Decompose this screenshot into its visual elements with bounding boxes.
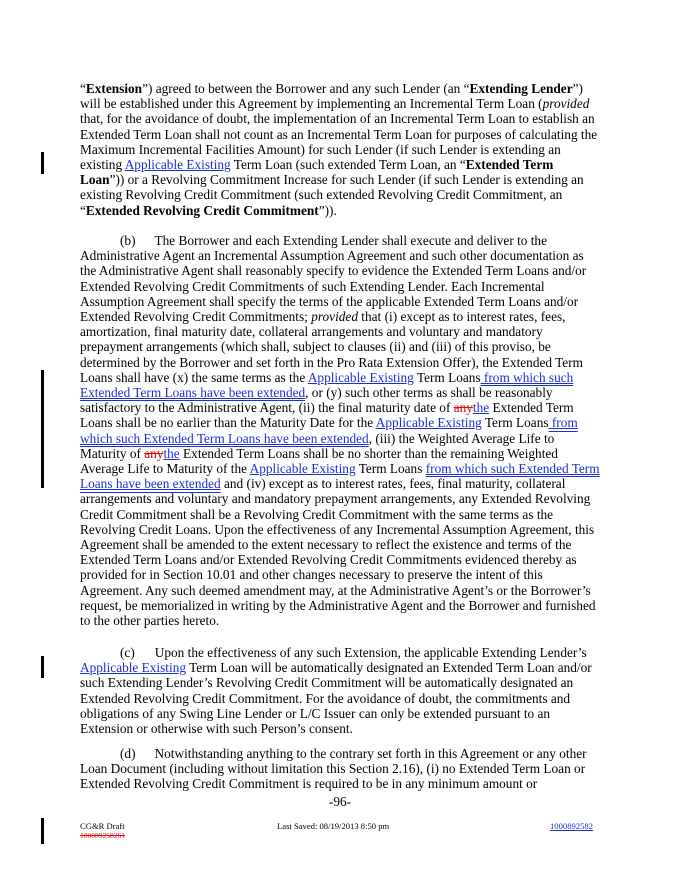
clause-label: (d) bbox=[120, 746, 136, 761]
paragraph-c: (c) Upon the effectiveness of any such Extension, the applicable Extending Lender’s Applicable Existing Term Loan will be automatically designated an Extended Term Loan and/or such Extending Lender’s Revolving Credit Commitment will be automatically designated an Extended Revolving Credit Commitment. For the avoidance of doubt, the commitments and obligations of any Swing Line Lender or L/C Issuer can only be extended pursuant to an Extension or otherwise with such Person’s consent. bbox=[80, 645, 592, 737]
inserted-text: Applicable Existing bbox=[124, 157, 231, 173]
paragraph-d: (d) Notwithstanding anything to the contrary set forth in this Agreement or any other Loan Document (including without limitation this Section 2.16), (i) no Extended Term Loan or Extended Revolving Credit Commitment is required to be in any minimum amount or bbox=[80, 746, 587, 792]
inserted-text: from which such Extended Term Loans have been extended bbox=[80, 461, 600, 492]
change-bar bbox=[41, 818, 44, 844]
paragraph-extension: “Extension”) agreed to between the Borrower and any such Lender (an “Extending Lender”) will be established under this Agreement by implementing an Incremental Term Loan (provided that, for the avoidance of doubt, the implementation of an Incremental Term Loan to establish an Extended Term Loan shall not count as an Incremental Term Loan for purposes of calculating the Maximum Incremental Facilities Amount) for such Lender (if such Lender is extending an existing Applicable Existing Term Loan (such extended Term Loan, an “Extended Term Loan”)) or a Revolving Commitment Increase for such Lender (if such Lender is extending an existing Revolving Credit Commitment (such extended Revolving Credit Commitment, an “Extended Revolving Credit Commitment”)). bbox=[80, 81, 598, 218]
change-bar bbox=[41, 656, 44, 678]
change-bar bbox=[41, 370, 44, 488]
footer-draft-label: CG&R Draft bbox=[80, 821, 125, 831]
inserted-text: Applicable Existing bbox=[80, 660, 186, 676]
clause-label: (b) bbox=[120, 233, 136, 248]
inserted-text: from which such Extended Term Loans have been extended bbox=[80, 369, 574, 401]
page-number: -96- bbox=[328, 794, 352, 809]
deleted-text: any bbox=[144, 445, 164, 461]
deleted-text: any bbox=[453, 400, 473, 416]
change-bar bbox=[41, 152, 44, 174]
inserted-text: Applicable Existing bbox=[307, 369, 414, 385]
paragraph-b: (b) The Borrower and each Extending Lender shall execute and deliver to the Administrative Agent an Incremental Assumption Agreement and such other documentation as the Administrative Agent shall reasonably specify to evidence the Extended Term Loans and/or Extended Revolving Credit Commitments of such Extending Lender. Each Incremental Assumption Agreement shall specify the terms of the applicable Extended Term Loans and/or Extended Revolving Credit Commitments; provided that (i) except as to interest rates, fees, amortization, final maturity date, collateral arrangements and voluntary and mandatory prepayment arrangements (which shall, subject to clauses (ii) and (iii) of this proviso, be determined by the Borrower and set forth in the Pro Rata Extension Offer), the Extended Term Loans shall have (x) the same terms as the Applicable Existing Term Loans from which such Extended Term Loans have been extended, or (y) such other terms as shall be reasonably satisfactory to the Administrative Agent, (ii) the final maturity date of anythe Extended Term Loans shall be no earlier than the Maturity Date for the Applicable Existing Term Loans from which such Extended Term Loans have been extended, (iii) the Weighted Average Life to Maturity of anythe Extended Term Loans shall be no shorter than the remaining Weighted Average Life to Maturity of the Applicable Existing Term Loans from which such Extended Term Loans have been extended and (iv) except as to interest rates, fees, final maturity, collateral arrangements and voluntary and mandatory prepayment arrangements, any Extended Revolving Credit Commitment shall be a Revolving Credit Commitment with the same terms as the Revolving Credit Loans. Upon the effectiveness of any Incremental Assumption Agreement, this Agreement shall be amended to the extent necessary to reflect the existence and terms of the Extended Term Loans and/or Extended Revolving Credit Commitments evidenced thereby as provided for in Section 10.01 and other changes necessary to preserve the intent of this Agreement. Any such deemed amendment may, at the Administrative Agent’s or the Borrower’s request, be memorialized in writing by the Administrative Agent and the Borrower and furnished to the other parties hereto. bbox=[80, 233, 600, 629]
inserted-text: from which such Extended Term Loans have been extended bbox=[80, 415, 578, 446]
footer-last-saved: Last Saved: 08/19/2013 8:50 pm bbox=[277, 821, 390, 831]
inserted-text: Applicable Existing bbox=[249, 461, 356, 477]
inserted-text: the bbox=[163, 445, 180, 461]
clause-label: (c) bbox=[120, 645, 135, 660]
footer-doc-id: 1000892582 bbox=[550, 821, 593, 831]
inserted-text: Applicable Existing bbox=[375, 415, 482, 431]
inserted-text: the bbox=[472, 400, 490, 416]
footer-deleted-doc-id: 100089258261 bbox=[80, 831, 125, 840]
